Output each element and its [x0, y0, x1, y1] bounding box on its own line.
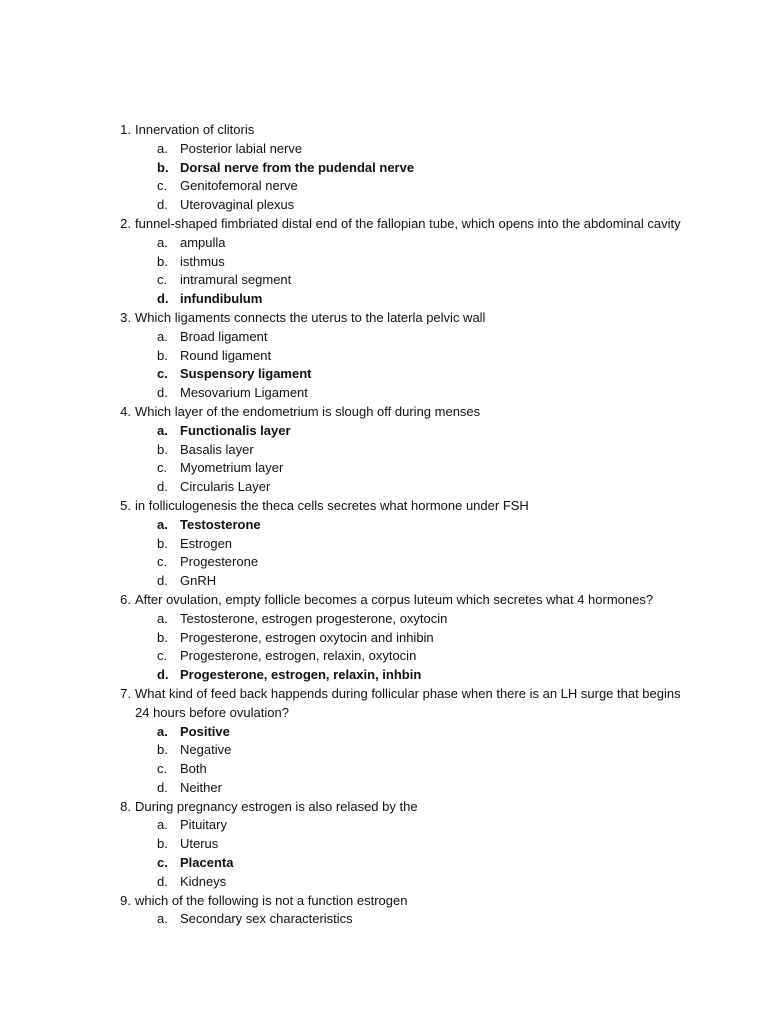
question-text: funnel-shaped fimbriated distal end of the fallopian tube, which opens into the abdominal cavity: [135, 215, 681, 231]
question-line: [0, 892, 768, 911]
option-text: Estrogen: [180, 535, 233, 551]
answer-option-correct: [0, 290, 768, 309]
option-text: Progesterone, estrogen, relaxin, inhbin: [180, 667, 422, 683]
option-letter: a.: [157, 422, 168, 438]
option-text: intramural segment: [180, 272, 292, 288]
answer-option: [0, 647, 768, 666]
question-number: 9.: [120, 892, 131, 908]
option-text: GnRH: [180, 573, 217, 589]
question-text: What kind of feed back happends during follicular phase when there is an LH surge that begins: [135, 685, 681, 701]
answer-option-correct: [0, 365, 768, 384]
option-letter: d.: [157, 479, 168, 495]
answer-option: [0, 610, 768, 629]
answer-option: [0, 459, 768, 478]
answer-option: [0, 873, 768, 892]
option-text: infundibulum: [180, 291, 263, 307]
answer-option: [0, 816, 768, 835]
question-number: 3.: [120, 309, 131, 325]
answer-option: [0, 328, 768, 347]
option-text: Genitofemoral nerve: [180, 178, 298, 194]
option-letter: c.: [157, 855, 168, 871]
question-number: 6.: [120, 591, 131, 607]
option-text: ampulla: [180, 234, 226, 250]
option-letter: a.: [157, 516, 168, 532]
question-item: [0, 121, 768, 215]
question-item: [0, 215, 768, 309]
answer-option: [0, 177, 768, 196]
answer-option-correct: [0, 854, 768, 873]
question-line: [0, 309, 768, 328]
question-text: 24 hours before ovulation?: [135, 704, 289, 720]
option-text: Negative: [180, 742, 232, 758]
option-letter: b.: [157, 347, 168, 363]
option-letter: a.: [157, 817, 168, 833]
option-letter: a.: [157, 328, 168, 344]
answer-option: [0, 910, 768, 929]
question-item: [0, 892, 768, 930]
option-text: Dorsal nerve from the pudendal nerve: [180, 159, 415, 175]
question-line: [0, 121, 768, 140]
question-line: [0, 704, 768, 723]
question-item: [0, 685, 768, 798]
answer-option-correct: [0, 666, 768, 685]
answer-option: [0, 760, 768, 779]
option-text: Both: [180, 761, 207, 777]
answer-option: [0, 347, 768, 366]
option-letter: c.: [157, 178, 168, 194]
answer-option: [0, 629, 768, 648]
option-text: Suspensory ligament: [180, 366, 312, 382]
question-line: [0, 798, 768, 817]
option-text: Testosterone: [180, 516, 261, 532]
question-line: [0, 497, 768, 516]
option-text: Uterus: [180, 836, 219, 852]
option-text: isthmus: [180, 253, 225, 269]
question-number: 5.: [120, 497, 131, 513]
option-letter: d.: [157, 385, 168, 401]
option-letter: b.: [157, 535, 168, 551]
question-text: Which ligaments connects the uterus to the laterla pelvic wall: [135, 309, 486, 325]
option-letter: c.: [157, 460, 168, 476]
option-letter: d.: [157, 197, 168, 213]
question-line: [0, 215, 768, 234]
option-letter: c.: [157, 648, 168, 664]
option-letter: a.: [157, 723, 168, 739]
option-text: Round ligament: [180, 347, 272, 363]
answer-option: [0, 478, 768, 497]
answer-option-correct: [0, 723, 768, 742]
option-letter: c.: [157, 554, 168, 570]
option-text: Placenta: [180, 855, 234, 871]
question-text: During pregnancy estrogen is also relased by the: [135, 798, 418, 814]
question-text: After ovulation, empty follicle becomes a corpus luteum which secretes what 4 hormones?: [135, 591, 654, 607]
answer-option-correct: [0, 159, 768, 178]
answer-option: [0, 140, 768, 159]
option-letter: d.: [157, 779, 168, 795]
question-item: [0, 591, 768, 685]
question-text: Which layer of the endometrium is slough off during menses: [135, 403, 481, 419]
question-item: [0, 798, 768, 892]
option-letter: c.: [157, 272, 168, 288]
option-letter: b.: [157, 836, 168, 852]
option-letter: a.: [157, 234, 168, 250]
answer-option: [0, 196, 768, 215]
option-letter: d.: [157, 291, 169, 307]
option-letter: b.: [157, 159, 169, 175]
option-letter: b.: [157, 441, 168, 457]
question-number: 2.: [120, 215, 131, 231]
option-letter: c.: [157, 366, 168, 382]
answer-option: [0, 271, 768, 290]
option-text: Secondary sex characteristics: [180, 911, 353, 927]
option-text: Mesovarium Ligament: [180, 385, 308, 401]
option-text: Functionalis layer: [180, 422, 291, 438]
option-letter: a.: [157, 140, 168, 156]
option-text: Myometrium layer: [180, 460, 284, 476]
option-text: Neither: [180, 779, 222, 795]
option-text: Pituitary: [180, 817, 227, 833]
question-number: 1.: [120, 122, 131, 137]
question-item: [0, 403, 768, 497]
option-text: Progesterone, estrogen, relaxin, oxytocin: [180, 648, 417, 664]
option-text: Basalis layer: [180, 441, 254, 457]
option-text: Circularis Layer: [180, 479, 271, 495]
question-line: [0, 403, 768, 422]
option-text: Uterovaginal plexus: [180, 197, 295, 213]
option-text: Kidneys: [180, 873, 227, 889]
option-text: Progesterone: [180, 554, 259, 570]
option-letter: c.: [157, 761, 168, 777]
question-number: 4.: [120, 403, 131, 419]
answer-option: [0, 535, 768, 554]
option-letter: b.: [157, 629, 168, 645]
option-letter: d.: [157, 873, 168, 889]
option-text: Progesterone, estrogen oxytocin and inhibin: [180, 629, 434, 645]
answer-option: [0, 553, 768, 572]
option-letter: b.: [157, 742, 168, 758]
option-text: Broad ligament: [180, 328, 268, 344]
answer-option: [0, 779, 768, 798]
quiz-list: [0, 121, 768, 929]
question-line: [0, 685, 768, 704]
question-item: [0, 309, 768, 403]
question-text: which of the following is not a function estrogen: [135, 892, 408, 908]
answer-option: [0, 441, 768, 460]
answer-option: [0, 572, 768, 591]
option-letter: b.: [157, 253, 168, 269]
question-line: [0, 591, 768, 610]
option-letter: a.: [157, 610, 168, 626]
option-text: Testosterone, estrogen progesterone, oxytocin: [180, 610, 448, 626]
question-text: Innervation of clitoris: [135, 122, 255, 137]
answer-option: [0, 234, 768, 253]
option-text: Posterior labial nerve: [180, 140, 303, 156]
option-letter: d.: [157, 667, 169, 683]
option-letter: d.: [157, 573, 168, 589]
option-text: Positive: [180, 723, 230, 739]
question-text: in folliculogenesis the theca cells secretes what hormone under FSH: [135, 497, 529, 513]
answer-option-correct: [0, 422, 768, 441]
option-letter: a.: [157, 911, 168, 927]
question-item: [0, 497, 768, 591]
answer-option: [0, 835, 768, 854]
question-number: 8.: [120, 798, 131, 814]
answer-option: [0, 384, 768, 403]
answer-option-correct: [0, 516, 768, 535]
answer-option: [0, 741, 768, 760]
question-number: 7.: [120, 685, 131, 701]
answer-option: [0, 253, 768, 272]
